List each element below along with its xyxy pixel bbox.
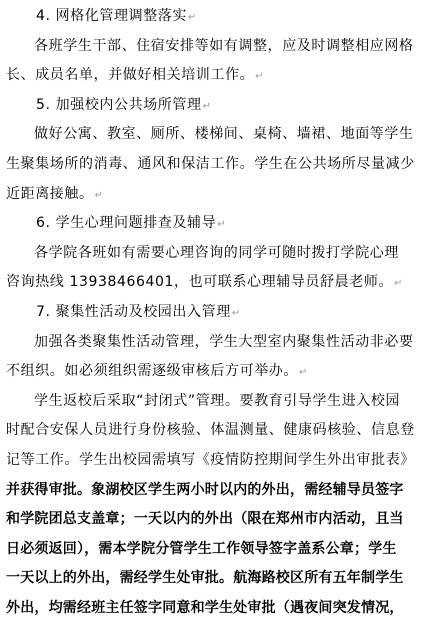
paragraph-line xyxy=(6,535,426,565)
paragraph-line xyxy=(6,120,426,150)
line-text: 做好公寓、教室、厕所、楼梯间、桌椅、墙裙、地面等学生 xyxy=(34,126,414,143)
paragraph-line xyxy=(6,61,426,91)
paragraph-line xyxy=(6,505,426,535)
line-text: 近距离接触。 xyxy=(6,185,94,202)
line-text: 5. 加强校内公共场所管理 xyxy=(36,96,202,113)
line-text: 各班学生干部、住宿安排等如有调整，应及时调整相应网格 xyxy=(34,37,414,54)
paragraph-line xyxy=(6,564,426,594)
line-text: 7. 聚集性活动及校园出入管理 xyxy=(36,303,231,320)
paragraph-line xyxy=(6,268,426,298)
paragraph-line xyxy=(6,594,426,623)
paragraph-mark-icon: ↵ xyxy=(255,71,265,83)
line-text: 日必须返回），需本学院分管学生工作领导签字盖系公章；学生 xyxy=(6,540,397,557)
line-text: 并获得审批。象湖校区学生两小时以内的外出，需经辅导员签字 xyxy=(6,481,404,498)
paragraph-mark-icon: ↵ xyxy=(299,367,308,379)
paragraph-line xyxy=(6,476,426,506)
line-text: 外出，均需经班主任签字同意和学生处审批（遇夜间突发情况， xyxy=(6,599,404,616)
paragraph-mark-icon: ↵ xyxy=(188,12,197,23)
paragraph-mark-icon: ↵ xyxy=(217,219,227,231)
paragraph-line xyxy=(6,239,426,269)
paragraph-mark-icon: ↵ xyxy=(394,278,404,290)
line-text: 记等工作。学生出校园需填写《疫情防控期间学生外出审批表》 xyxy=(6,451,415,468)
line-text: 生聚集场所的消毒、通风和保洁工作。学生在公共场所尽量减少 xyxy=(6,155,415,172)
paragraph-mark-icon: ↵ xyxy=(94,189,104,201)
paragraph-mark-icon: ↵ xyxy=(231,307,241,319)
line-text: 各学院各班如有需要心理咨询的同学可随时拨打学院心理 xyxy=(34,244,399,261)
line-text: 4. 网格化管理调整落实 xyxy=(36,8,188,24)
line-text: 长、成员名单，并做好相关培训工作。 xyxy=(6,67,255,84)
document-body xyxy=(6,2,426,623)
line-text: 不组织。如必须组织需逐级审核后方可举办。 xyxy=(6,363,298,380)
paragraph-line xyxy=(6,387,426,417)
line-text: 加强各类聚集性活动管理，学生大型室内聚集性活动非必要 xyxy=(34,333,414,350)
paragraph-line xyxy=(6,357,426,387)
section-heading xyxy=(6,209,426,239)
line-text: 一天以上的外出，需经学生处审批。航海路校区所有五年制学生 xyxy=(6,570,404,587)
paragraph-line xyxy=(6,446,426,476)
line-text: 和学院团总支盖章；一天以内的外出（限在郑州市内活动，且当 xyxy=(6,511,404,528)
line-text: 6. 学生心理问题排查及辅导 xyxy=(36,215,217,232)
line-text: 时配合安保人员进行身份核验、体温测量、健康码核验、信息登 xyxy=(6,422,415,439)
section-heading xyxy=(6,2,426,32)
paragraph-line xyxy=(6,328,426,358)
section-heading xyxy=(6,298,426,328)
line-text: 学生返校后采取“封闭式”管理。要教育引导学生进入校园 xyxy=(34,392,401,409)
section-heading xyxy=(6,91,426,121)
paragraph-line xyxy=(6,180,426,210)
paragraph-line xyxy=(6,32,426,62)
paragraph-line xyxy=(6,416,426,446)
line-text: 咨询热线 13938466401，也可联系心理辅导员舒晨老师。 xyxy=(6,274,394,291)
paragraph-line xyxy=(6,150,426,180)
paragraph-mark-icon: ↵ xyxy=(202,100,212,112)
